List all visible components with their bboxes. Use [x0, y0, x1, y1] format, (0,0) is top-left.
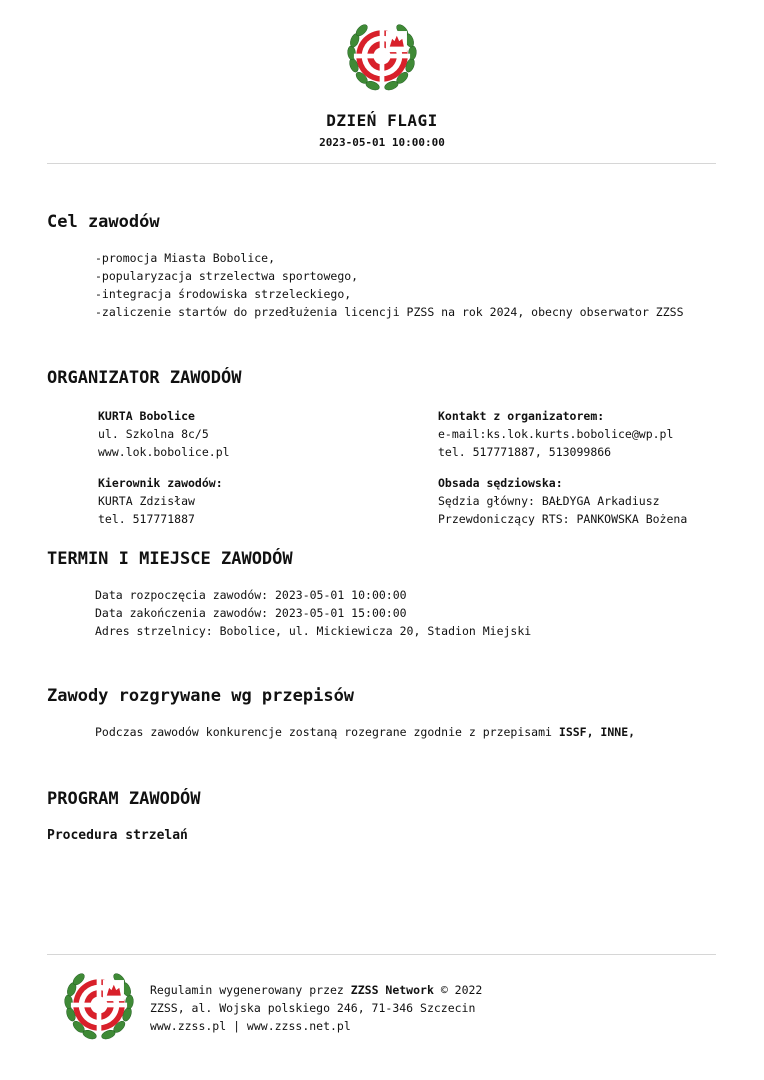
judge-main: Sędzia główny: BAŁDYGA Arkadiusz: [438, 494, 660, 508]
list-item: -zaliczenie startów do przedłużenia licencji PZSS na rok 2024, obecny obserwator ZZSS: [95, 305, 684, 319]
judges-label: Obsada sędziowska:: [438, 476, 563, 490]
termin-block: [95, 586, 531, 640]
manager-label: Kierownik zawodów:: [98, 476, 223, 490]
judges-block: [438, 474, 687, 528]
section-heading-program: PROGRAM ZAWODÓW: [47, 789, 201, 809]
rules-names: ISSF, INNE,: [558, 725, 636, 739]
club-name: KURTA Bobolice: [98, 409, 195, 423]
start-date: Data rozpoczęcia zawodów: 2023-05-01 10:00:00: [95, 588, 407, 602]
section-heading-cel: Cel zawodów: [47, 212, 160, 232]
list-item: -integracja środowiska strzeleckiego,: [95, 287, 352, 301]
footer-generated-prefix: Regulamin wygenerowany przez: [150, 983, 351, 997]
footer-divider: [47, 954, 716, 955]
contact-email: e-mail:ks.lok.kurts.bobolice@wp.pl: [438, 427, 674, 441]
section-heading-termin: TERMIN I MIEJSCE ZAWODÓW: [47, 549, 293, 569]
footer-text: [150, 981, 482, 1035]
club-address: ul. Szkolna 8c/5: [98, 427, 209, 441]
rules-text: Podczas zawodów konkurencje zostaną rozegrane zgodnie z przepisami: [95, 725, 559, 739]
judge-rts: Przewdoniczący RTS: PANKOWSKA Bożena: [438, 512, 688, 526]
program-subheading: Procedura strzelań: [47, 828, 188, 843]
manager-block: [98, 474, 223, 528]
zzss-emblem-icon: [343, 17, 421, 95]
range-address: Adres strzelnicy: Bobolice, ul. Mickiewicza 20, Stadion Miejski: [95, 624, 532, 638]
footer-generated-line: [150, 981, 482, 999]
end-date: Data zakończenia zawodów: 2023-05-01 15:00:00: [95, 606, 407, 620]
club-website: www.lok.bobolice.pl: [98, 445, 230, 459]
contact-label: Kontakt z organizatorem:: [438, 409, 605, 423]
document-datetime: 2023-05-01 10:00:00: [319, 136, 445, 149]
cel-list: [95, 249, 684, 321]
footer-copyright: © 2022: [433, 983, 483, 997]
document-title: DZIEŃ FLAGI: [326, 111, 438, 130]
footer-address: ZZSS, al. Wojska polskiego 246, 71-346 Szczecin: [150, 1001, 476, 1015]
footer-links[interactable]: www.zzss.pl | www.zzss.net.pl: [150, 1019, 351, 1033]
contact-block: [438, 407, 673, 461]
manager-phone: tel. 517771887: [98, 512, 195, 526]
section-heading-organizator: ORGANIZATOR ZAWODÓW: [47, 368, 242, 388]
list-item: -popularyzacja strzelectwa sportowego,: [95, 269, 359, 283]
manager-name: KURTA Zdzisław: [98, 494, 195, 508]
organizer-left-column: [98, 407, 230, 461]
section-heading-przepisy: Zawody rozgrywane wg przepisów: [47, 686, 355, 706]
rules-paragraph: [95, 723, 635, 741]
contact-phone: tel. 517771887, 513099866: [438, 445, 612, 459]
header-divider: [47, 163, 716, 164]
footer-generator: ZZSS Network: [350, 983, 434, 997]
list-item: -promocja Miasta Bobolice,: [95, 251, 276, 265]
zzss-emblem-icon: [60, 966, 138, 1044]
